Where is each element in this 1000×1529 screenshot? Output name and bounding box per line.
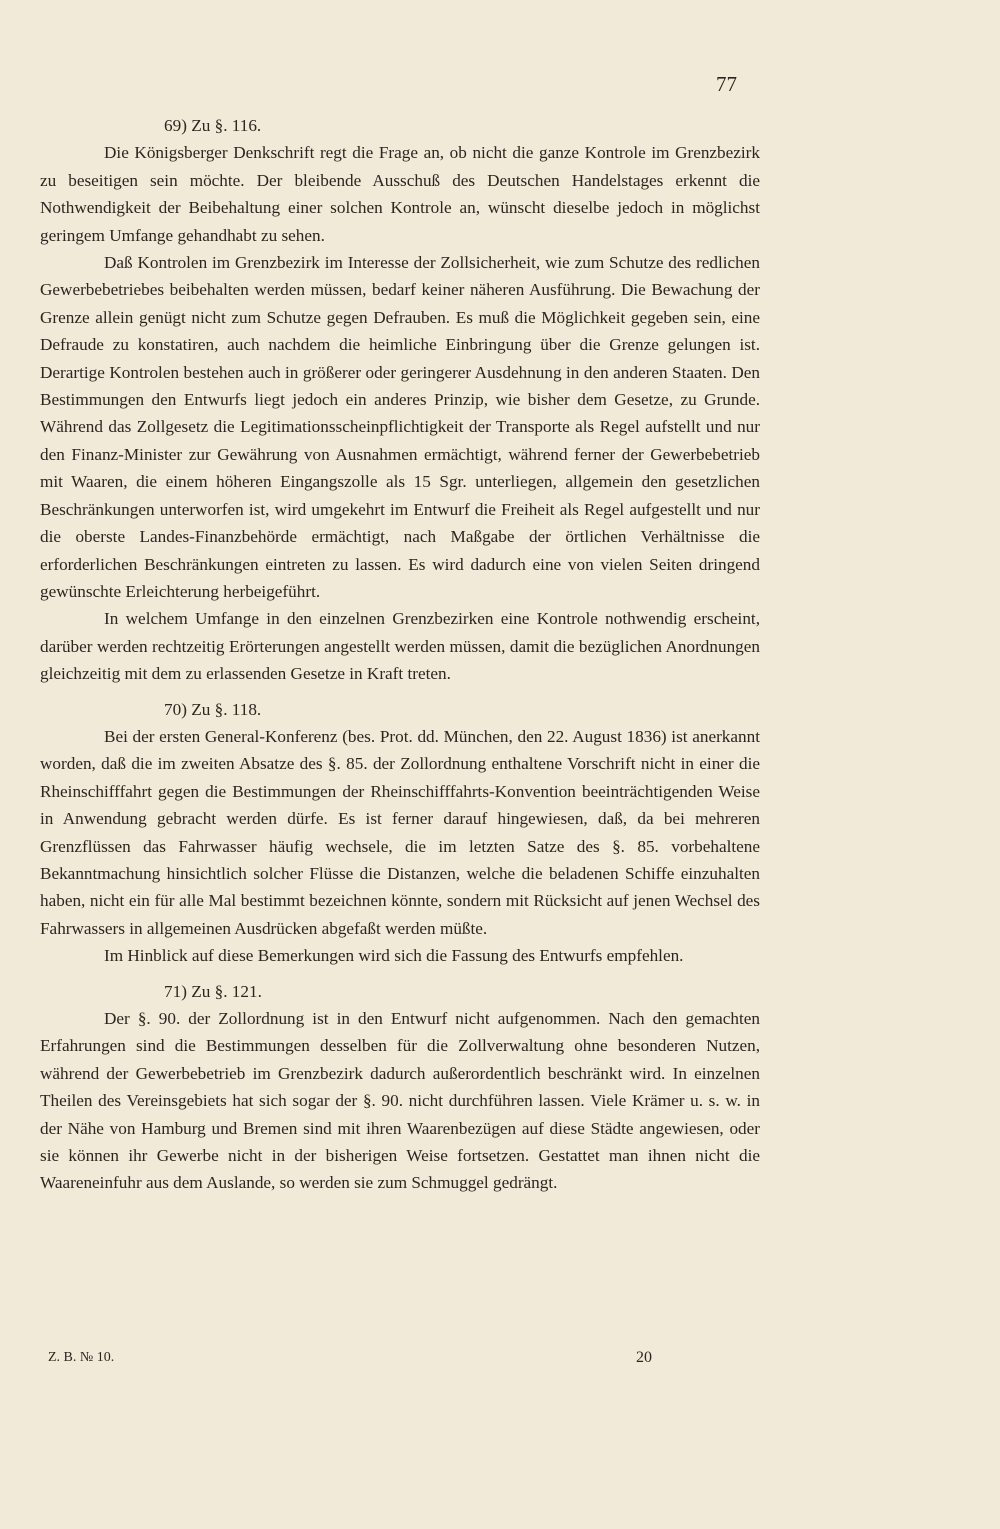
footer-sheet-number: 20 (636, 1349, 652, 1366)
section-gap (40, 970, 760, 978)
paragraph: Im Hinblick auf diese Bemerkungen wird sich die Fassung des Entwurfs empfehlen. (104, 946, 684, 966)
paragraph: Die Königsberger Denkschrift regt die Frage an, ob nicht die ganze Kontrole im Grenzbezirk zu beseitigen sein möchte. Der bleibende Ausschuß des Deutschen Handelstages erkennt die Nothwendigkeit der Beibehaltung einer solchen Kontrole an, wünscht dieselbe jedoch in möglichst geringem Umfange gehandhabt zu sehen. (40, 143, 760, 245)
section-heading-69: 69) Zu §. 116. (164, 116, 262, 135)
section-heading-71: 71) Zu §. 121. (164, 981, 262, 1001)
paragraph: Bei der ersten General-Konferenz (bes. Prot. dd. München, den 22. August 1836) ist anerkannt worden, daß die im zweiten Absatze des §. 85. der Zollordnung enthaltene Vorschrift nicht in einer die Rheinschifffahrt gegen die Bestimmungen der Rheinschifffahrts-Konvention beeinträchtigenden Weise in Anwendung gebracht werden dürfe. Es ist ferner darauf hingewiesen, daß, da bei mehreren Grenzflüssen das Fahrwasser häufig wechsele, die im letzten Satze des §. 85. vorbehaltene Bekanntmachung hinsichtlich solcher Flüsse die Distanzen, welche die beladenen Schiffe einzuhalten haben, nicht ein für alle Mal bestimmt bezeichnen könnte, sondern mit Rücksicht auf jenen Wechsel des Fahrwassers in allgemeinen Ausdrücken abgefaßt werden müßte. (40, 726, 760, 938)
section-gap (40, 688, 760, 696)
section-heading-70: 70) Zu §. 118. (164, 699, 262, 719)
paragraph: Der §. 90. der Zollordnung ist in den Entwurf nicht aufgenommen. Nach den gemachten Erfahrungen sind die Bestimmungen desselben für die Zollverwaltung ohne besonderen Nutzen, während der Gewerbebetrieb im Grenzbezirk dadurch außerordentlich beschränkt wird. In einzelnen Theilen des Vereinsgebiets hat sich sogar der §. 90. nicht durchführen lassen. Viele Krämer u. s. w. in der Nähe von Hamburg und Bremen sind mit ihren Waarenbezügen auf diese Städte angewiesen, oder sie können ihr Gewerbe nicht in der bisherigen Weise fortsetzen. Gestattet man ihnen nicht die Waareneinfuhr aus dem Auslande, so werden sie zum Schmuggel gedrängt. (40, 1009, 760, 1193)
paragraph: In welchem Umfange in den einzelnen Grenzbezirken eine Kontrole nothwendig erscheint, darüber werden rechtzeitig Erörterungen angestellt werden müssen, damit die bezüglichen Anordnungen gleichzeitig mit dem zu erlassenden Gesetze in Kraft treten. (40, 609, 760, 684)
footer-signature: Z. B. № 10. (48, 1350, 115, 1365)
body-text (40, 112, 760, 1197)
paragraph: Daß Kontrolen im Grenzbezirk im Interesse der Zollsicherheit, wie zum Schutze des redlichen Gewerbebetriebes beibehalten werden müssen, bedarf keiner näheren Ausführung. Die Bewachung der Grenze allein genügt nicht zum Schutze gegen Defrauben. Es muß die Möglichkeit gegeben sein, eine Defraude zu konstatiren, auch nachdem die heimliche Einbringung über die Grenze gelungen ist. Derartige Kontrolen bestehen auch in größerer oder geringerer Ausdehnung in den anderen Staaten. Den Bestimmungen den Entwurfs liegt jedoch ein anderes Prinzip, wie bisher dem Gesetze, zu Grunde. Während das Zollgesetz die Legitimationsscheinpflichtigkeit der Transporte als Regel aufstellt und nur den Finanz-Minister zur Gewährung von Ausnahmen ermächtigt, während ferner der Gewerbebetrieb mit Waaren, die einem höheren Eingangszolle als 15 Sgr. unterliegen, allgemein den gesetzlichen Beschränkungen unterworfen ist, wird umgekehrt im Entwurf die Freiheit als Regel aufgestellt und nur die oberste Landes-Finanzbehörde ermächtigt, nach Maßgabe der örtlichen Verhältnisse die erforderlichen Beschränkungen eintreten zu lassen. Es wird dadurch eine von vielen Seiten dringend gewünschte Erleichterung herbeigeführt. (40, 253, 760, 601)
page-number: 77 (716, 72, 737, 96)
